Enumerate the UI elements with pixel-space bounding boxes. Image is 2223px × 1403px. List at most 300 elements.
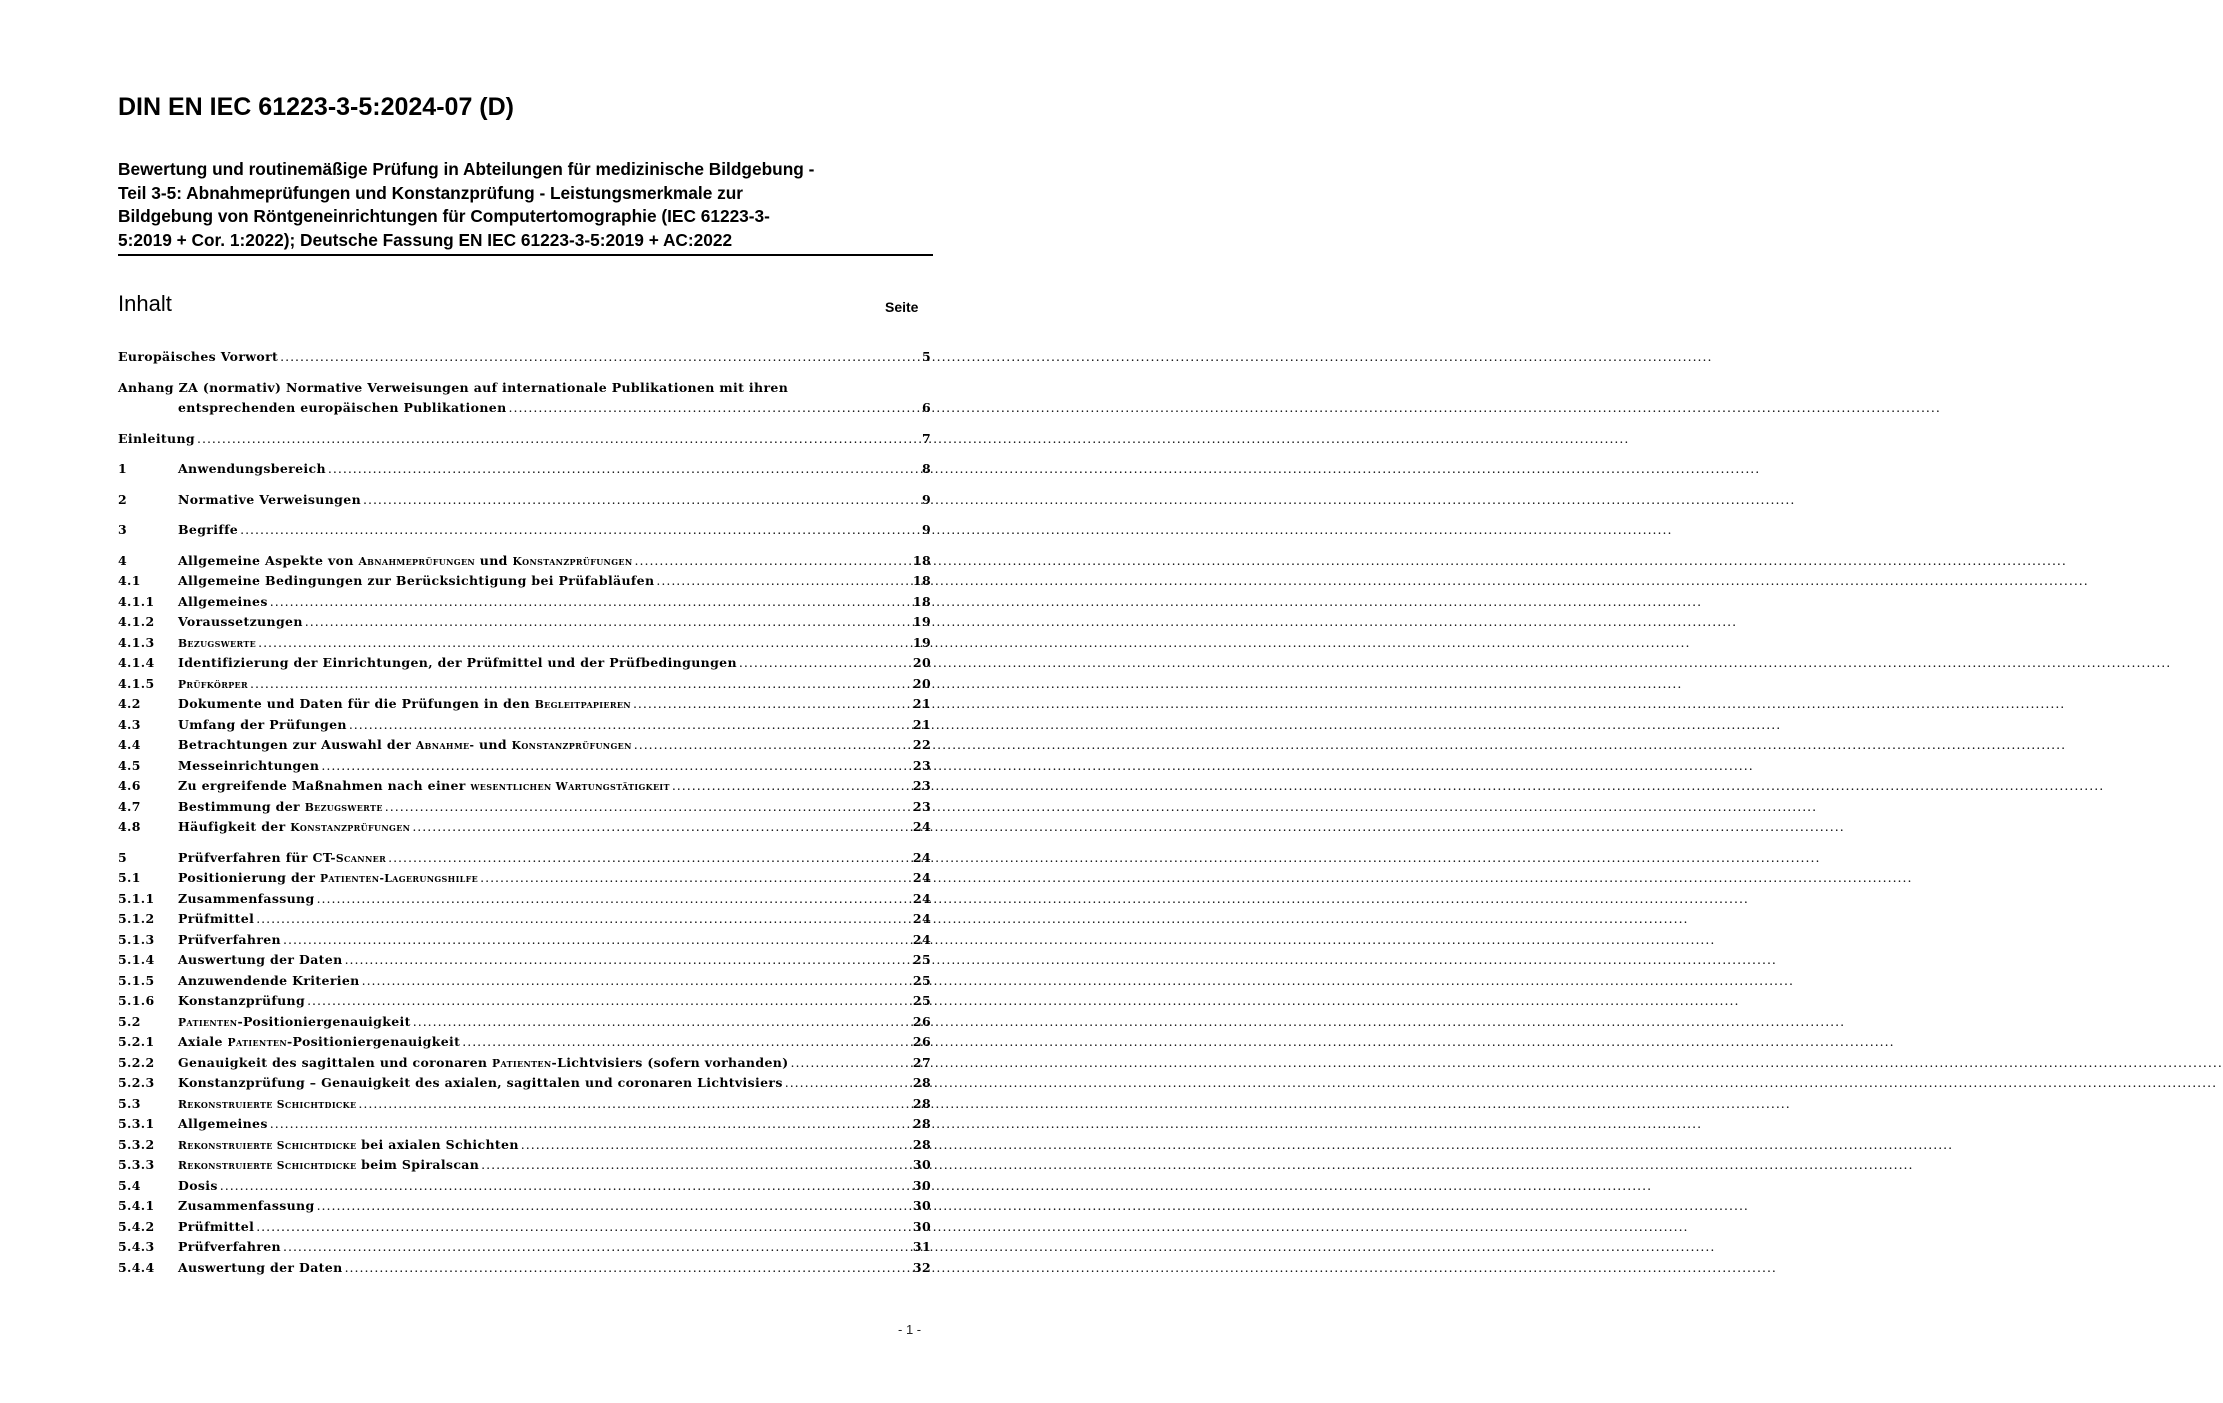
- toc-entry-page: 32: [912, 1259, 931, 1275]
- toc-entry-label: [178, 1073, 783, 1094]
- toc-entry-body: [178, 674, 931, 696]
- toc-dot-leader: [481, 1155, 911, 1176]
- toc-entry[interactable]: [118, 1094, 931, 1115]
- toc-entry-label: [178, 1155, 479, 1177]
- toc-entry[interactable]: [118, 776, 931, 797]
- toc-entry-label-smallcaps: Patienten: [492, 1056, 552, 1070]
- toc-entry-number: 4.1: [118, 573, 141, 588]
- toc-entry-page: 25: [912, 952, 931, 967]
- toc-entry-label: [178, 991, 305, 1012]
- toc-entry-number: 5.4.3: [118, 1239, 155, 1254]
- toc-dot-leader: [656, 571, 910, 592]
- toc-entry[interactable]: [118, 459, 931, 480]
- toc-dot-leader: [220, 1176, 911, 1197]
- toc-entry-number: 4.1.3: [118, 634, 155, 650]
- toc-entry-label-text: Umfang der Prüfungen: [178, 716, 347, 732]
- toc-entry-label-smallcaps: Abnahmeprüfungen: [358, 554, 476, 568]
- toc-entry-label-text: Anzuwendende Kriterien: [178, 972, 360, 988]
- toc-entry-page: 19: [912, 614, 931, 629]
- toc-entry-label-text: Prüfmittel: [178, 1218, 255, 1234]
- toc-entry-label-text: entsprechenden europäischen Publikationen: [178, 400, 507, 415]
- toc-dot-leader: [633, 694, 911, 715]
- toc-entry-number: 4.1.4: [118, 655, 155, 670]
- toc-entry-label-smallcaps: Rekonstruierte Schichtdicke: [178, 1159, 357, 1172]
- toc-entry-label: [178, 1135, 519, 1157]
- toc-entry-number: 4.1.2: [118, 614, 155, 629]
- toc-entry-label: [118, 347, 278, 368]
- toc-entry[interactable]: [118, 868, 931, 889]
- toc-entry-label-text: Europäisches Vorwort: [118, 349, 279, 364]
- toc-dot-leader: [283, 1237, 911, 1258]
- toc-entry-number: 4.4: [118, 737, 141, 752]
- toc-entry[interactable]: [118, 571, 931, 592]
- toc-entry-number: 5.1.1: [118, 890, 155, 906]
- toc-entry-body: [178, 930, 931, 951]
- toc-entry-number: 5.1.2: [118, 911, 155, 926]
- toc-dot-leader: [672, 776, 911, 797]
- toc-entry-body: [178, 991, 931, 1012]
- toc-entry-body: [178, 848, 931, 870]
- toc-entry-label: [178, 756, 319, 777]
- toc-dot-leader: [635, 551, 911, 572]
- toc-entry-page: 18: [912, 573, 931, 588]
- toc-entry[interactable]: [118, 490, 931, 511]
- toc-entry-label: [178, 950, 343, 971]
- toc-entry-label-text: Prüfverfahren: [178, 1239, 281, 1254]
- toc-entry-page: 30: [912, 1177, 931, 1193]
- toc-entry-label-smallcaps: Patienten: [178, 1015, 238, 1029]
- toc-entry[interactable]: [118, 653, 931, 674]
- toc-entry-label: [178, 571, 654, 592]
- toc-entry-body: [178, 797, 931, 819]
- toc-entry-label-text: und: [475, 552, 513, 568]
- toc-entry-body: [178, 756, 931, 777]
- toc-entry-page: 21: [912, 716, 931, 732]
- toc-entry[interactable]: [118, 756, 931, 777]
- toc-entry-label: [178, 459, 326, 480]
- toc-entry-body: [178, 735, 931, 757]
- toc-entry-label-text: Messeinrichtungen: [178, 757, 320, 773]
- toc-entry-label-text: Zusammenfassung: [178, 890, 315, 906]
- toc-entry[interactable]: [118, 1135, 931, 1156]
- toc-entry-label-text: Prüfverfahren: [178, 931, 281, 947]
- toc-entry-label: [178, 1176, 218, 1197]
- toc-dot-leader: [307, 991, 911, 1012]
- toc-entry-page: 20: [912, 655, 931, 670]
- toc-entry-label-smallcaps: Patienten-Lagerungshilfe: [319, 872, 479, 885]
- toc-entry-number: 4.1.5: [118, 675, 155, 691]
- toc-dot-leader: [250, 674, 911, 695]
- toc-entry-label-text: Häufigkeit der: [178, 819, 291, 834]
- toc-entry-label-smallcaps: Patienten: [227, 1036, 287, 1049]
- toc-entry[interactable]: [118, 1155, 931, 1176]
- toc-entry-label-text: beim Spiralscan: [356, 1157, 480, 1172]
- toc-entry-body: [178, 459, 931, 480]
- toc-entry-page: 28: [912, 1116, 931, 1131]
- toc-dot-leader: [385, 797, 911, 818]
- toc-entry-body: [118, 347, 931, 368]
- toc-entry-label: [178, 490, 361, 511]
- toc-entry-body: [178, 909, 931, 930]
- subtitle-line: Bewertung und routinemäßige Prüfung in Abteilungen für medizinische Bildgebung -: [118, 159, 815, 179]
- toc-entry-label-smallcaps: Rekonstruierte Schichtdicke: [178, 1138, 357, 1152]
- toc-dot-leader: [785, 1073, 911, 1094]
- toc-entry-body: [178, 520, 931, 541]
- toc-entry-label: [178, 1237, 281, 1258]
- toc-entry-label-smallcaps: Bezugswerte: [178, 636, 257, 650]
- toc-entry-label: [178, 1053, 788, 1075]
- toc-entry-label-smallcaps: Bezugswerte: [304, 800, 383, 814]
- toc-entry-page: 28: [912, 1095, 931, 1111]
- toc-entry[interactable]: [118, 930, 931, 951]
- toc-entry-label: [178, 715, 347, 736]
- toc-entry-number: 5.2: [118, 1013, 141, 1029]
- toc-entry-page: 9: [921, 522, 931, 537]
- toc-entry-page: 8: [921, 461, 931, 476]
- toc-entry-body: [178, 1032, 931, 1054]
- toc-entry-body: [118, 429, 931, 450]
- toc-entry-page: 30: [912, 1157, 931, 1172]
- toc-entry-label-text: -Positioniergenauigkeit: [237, 1013, 411, 1029]
- toc-entry-number: 4.3: [118, 716, 141, 732]
- subtitle-line: Teil 3-5: Abnahmeprüfungen und Konstanzprüfung - Leistungsmerkmale zur: [118, 182, 744, 203]
- toc-entry-label: [178, 1114, 268, 1135]
- toc-entry-label: [178, 653, 737, 674]
- toc-entry-page: 24: [912, 870, 931, 885]
- toc-entry-label-text: Voraussetzungen: [178, 614, 303, 629]
- toc-entry-body: [178, 612, 931, 633]
- toc-entry-page: 25: [912, 993, 931, 1008]
- toc-entry-label-text: Allgemeine Bedingungen zur Berücksichtigung bei Prüfabläufen: [178, 573, 655, 588]
- toc-entry-page: 9: [921, 491, 931, 507]
- toc-entry[interactable]: [118, 817, 931, 838]
- toc-entry-body: [178, 889, 931, 910]
- toc-entry-body: [178, 592, 931, 613]
- toc-dot-leader: [270, 592, 911, 613]
- toc-entry-page: 26: [912, 1034, 931, 1049]
- toc-entry-page: 24: [912, 890, 931, 906]
- toc-dot-leader: [790, 1053, 910, 1074]
- toc-entry-number: 5.3: [118, 1095, 141, 1111]
- toc-entry-label-smallcaps: Konstanzprüfungen: [512, 554, 633, 568]
- toc-entry-label-text: -Lichtvisiers (sofern vorhanden): [551, 1054, 789, 1070]
- toc-entry-body: [178, 1217, 931, 1238]
- toc-entry-number: 5.1: [118, 870, 141, 885]
- toc-entry-number: 2: [118, 491, 128, 507]
- toc-entry-label: [178, 817, 410, 839]
- toc-dot-leader: [413, 1012, 911, 1033]
- toc-entry-label-smallcaps: Rekonstruierte Schichtdicke: [178, 1097, 357, 1111]
- toc-entry-page: 7: [921, 430, 931, 446]
- toc-dot-leader: [345, 950, 911, 971]
- toc-entry-label-text: Dokumente und Daten für die Prüfungen in den: [178, 696, 535, 711]
- toc-entry-label: [178, 612, 303, 633]
- toc-entry-body: [178, 1094, 931, 1116]
- toc-entry-label: [178, 1258, 343, 1279]
- toc-entry-label-text: Konstanzprüfung – Genauigkeit des axialen, sagittalen und coronaren Lichtvisiers: [178, 1075, 783, 1090]
- toc-entry-body: [178, 490, 931, 511]
- toc-entry-body: [178, 633, 931, 655]
- toc-entry-label-text: Begriffe: [178, 522, 239, 537]
- toc-entry-number: 5.2.3: [118, 1075, 155, 1090]
- toc-entry[interactable]: [118, 612, 931, 633]
- toc-entry-body: [178, 551, 931, 573]
- toc-entry-number: 5.1.6: [118, 993, 155, 1008]
- toc-entry[interactable]: [118, 1073, 931, 1094]
- toc-entry-page: 23: [912, 798, 931, 814]
- toc-entry[interactable]: [118, 429, 931, 450]
- toc-entry[interactable]: [118, 735, 931, 756]
- toc-entry[interactable]: [118, 633, 931, 654]
- toc-entry-label: [178, 1012, 411, 1034]
- toc-entry-body: [178, 971, 931, 992]
- toc-entry-label-text: Allgemeines: [178, 593, 268, 609]
- toc-dot-leader: [283, 930, 911, 951]
- toc-dot-leader: [521, 1135, 911, 1156]
- toc-entry-label: [178, 971, 360, 992]
- toc-entry[interactable]: [118, 1176, 931, 1197]
- toc-entry[interactable]: [118, 1114, 931, 1135]
- toc-entry-body: [178, 1176, 931, 1197]
- toc-entry-label-text: Positionierung der: [178, 870, 320, 885]
- toc-entry[interactable]: [118, 1012, 931, 1033]
- toc-entry-page: 24: [912, 911, 931, 926]
- toc-entry-label: [118, 429, 195, 450]
- toc-entry-page: 28: [912, 1075, 931, 1090]
- toc-entry-number: 4.6: [118, 778, 141, 793]
- toc-entry[interactable]: [118, 1237, 931, 1258]
- toc-entry-label: [178, 735, 632, 757]
- toc-entry[interactable]: [118, 378, 931, 419]
- toc-dot-leader: [256, 909, 911, 930]
- toc-entry-page: 25: [912, 972, 931, 988]
- toc-dot-leader: [305, 612, 911, 633]
- toc-entry-label-text: Allgemeine Aspekte von: [178, 552, 359, 568]
- toc-entry-page: 30: [912, 1198, 931, 1213]
- toc-entry-number: 5.4.4: [118, 1259, 155, 1275]
- toc-entry-label-text: und: [474, 737, 512, 752]
- toc-entry-label-text: Bestimmung der: [178, 798, 305, 814]
- toc-heading: Inhalt: [118, 291, 172, 316]
- toc-dot-leader: [412, 817, 911, 838]
- toc-entry-page: 31: [912, 1239, 931, 1254]
- toc-entry-page: 30: [912, 1218, 931, 1234]
- toc-dot-leader: [739, 653, 911, 674]
- toc-entry-label-text: Konstanzprüfung: [178, 993, 306, 1008]
- toc-dot-leader: [321, 756, 911, 777]
- toc-entry[interactable]: [118, 1217, 931, 1238]
- toc-entry-number: 4.5: [118, 757, 141, 773]
- toc-entry-page: 23: [912, 778, 931, 793]
- toc-entry-label: [178, 551, 633, 573]
- toc-entry[interactable]: [118, 909, 931, 930]
- toc-entry[interactable]: [118, 1258, 931, 1279]
- toc-entry-label-text: Normative Verweisungen: [178, 491, 362, 507]
- toc-entry-label-text: Allgemeines: [178, 1116, 268, 1131]
- toc-entry-label-smallcaps: Abnahme-: [415, 739, 475, 752]
- toc-dot-leader: [349, 715, 911, 736]
- toc-entry-page: 19: [912, 634, 931, 650]
- toc-entry-label-text: Einleitung: [118, 430, 196, 446]
- toc-entry-body: [178, 398, 931, 419]
- toc-entry-number: 4.1.1: [118, 593, 155, 609]
- toc-entry-label: [178, 633, 256, 655]
- toc-entry-body: [178, 1258, 931, 1279]
- toc-entry-label: [178, 674, 248, 696]
- toc-entry[interactable]: [118, 1032, 931, 1053]
- toc-entry[interactable]: [118, 950, 931, 971]
- toc-entry-number: 3: [118, 522, 128, 537]
- toc-entry[interactable]: [118, 520, 931, 541]
- toc-entry-body: [178, 1135, 931, 1157]
- toc-entry-page: 20: [912, 675, 931, 691]
- toc-entry-label-smallcaps: Begleitpapieren: [534, 698, 631, 711]
- toc-page-column-label: Seite: [885, 299, 919, 315]
- toc-entry-number: 5: [118, 849, 128, 865]
- toc-entry-body: [178, 571, 931, 592]
- toc-entry-number: 5.3.3: [118, 1157, 155, 1172]
- toc-entry-number: 5.4: [118, 1177, 141, 1193]
- toc-entry-label: [178, 592, 268, 613]
- toc-entry-page: 5: [921, 349, 931, 364]
- toc-entry-label-smallcaps: Scanner: [335, 851, 387, 865]
- toc-entry[interactable]: [118, 674, 931, 695]
- toc-entry-label: [178, 909, 254, 930]
- toc-entry-label-smallcaps: Prüfkörper: [178, 677, 249, 691]
- toc-entry-number: 5.1.4: [118, 952, 155, 967]
- toc-entry-body: [178, 950, 931, 971]
- toc-entry-body: [178, 1073, 931, 1094]
- toc-entry-body: [178, 1196, 931, 1217]
- toc-entry-number: 5.1.3: [118, 931, 155, 947]
- toc-entry-page: 18: [912, 593, 931, 609]
- toc-entry-label-text: Betrachtungen zur Auswahl der: [178, 737, 416, 752]
- toc-dot-leader: [462, 1032, 911, 1053]
- toc-entry-number: 5.2.1: [118, 1034, 155, 1049]
- toc-entry-label-text: -Positioniergenauigkeit: [287, 1034, 461, 1049]
- toc-entry[interactable]: [118, 694, 931, 715]
- toc-dot-leader: [328, 459, 920, 480]
- toc-entry-body: [178, 1155, 931, 1177]
- toc-dot-leader: [317, 889, 911, 910]
- toc-entry-body: [178, 1053, 931, 1075]
- toc-entry-page: 28: [912, 1136, 931, 1152]
- toc-entry[interactable]: [118, 592, 931, 613]
- toc-entry-label: [178, 1217, 254, 1238]
- toc-dot-leader: [258, 633, 911, 654]
- toc-entry[interactable]: [118, 347, 931, 368]
- toc-entry-page: 18: [912, 552, 931, 568]
- toc-entry-label-text: bei axialen Schichten: [356, 1136, 519, 1152]
- toc-entry-page: 22: [912, 737, 931, 752]
- toc-entry-number: 4.8: [118, 819, 141, 834]
- toc-entry-label-text: Identifizierung der Einrichtungen, der Prüfmittel und der Prüfbedingungen: [178, 655, 737, 670]
- toc-entry-label-smallcaps: wesentlichen Wartungstätigkeit: [470, 780, 670, 793]
- toc-entry-page: 26: [912, 1013, 931, 1029]
- toc-dot-leader: [358, 1094, 910, 1115]
- toc-dot-leader: [256, 1217, 911, 1238]
- toc-entry-label-text: Auswertung der Daten: [178, 952, 343, 967]
- toc-entry-label-text: Axiale: [178, 1034, 228, 1049]
- toc-dot-leader: [270, 1114, 911, 1135]
- toc-entry-label: [178, 1196, 315, 1217]
- toc-entry-label-text: Auswertung der Daten: [178, 1259, 343, 1275]
- toc-entry-label: [178, 797, 383, 819]
- document-subtitle: [118, 158, 933, 256]
- toc-dot-leader: [388, 848, 911, 869]
- toc-entry-label-text: Anwendungsbereich: [178, 461, 326, 476]
- document-title: DIN EN IEC 61223-3-5:2024-07 (D): [118, 93, 514, 121]
- toc-entry[interactable]: [118, 715, 931, 736]
- toc-entry[interactable]: [118, 848, 931, 869]
- toc-entry-label: [178, 1032, 460, 1054]
- toc-entry-label: [178, 398, 507, 419]
- toc-entry-page: 21: [912, 696, 931, 711]
- subtitle-line: 5:2019 + Cor. 1:2022); Deutsche Fassung EN IEC 61223-3-5:2019 + AC:2022: [118, 229, 733, 250]
- toc-entry-label-smallcaps: Konstanzprüfungen: [511, 739, 632, 752]
- toc-entry-page: 24: [912, 849, 931, 865]
- toc-entry-label-text: Prüfmittel: [178, 911, 255, 926]
- toc-dot-leader: [509, 398, 920, 419]
- toc-entry[interactable]: [118, 971, 931, 992]
- toc-entry-number: 4: [118, 552, 128, 568]
- toc-entry-number: 4.7: [118, 798, 141, 814]
- toc-dot-leader: [197, 429, 920, 450]
- toc-entry-label-text: Prüfverfahren für CT-: [178, 849, 336, 865]
- toc-entry-page: 6: [921, 400, 931, 415]
- toc-entry-number: 5.3.2: [118, 1136, 155, 1152]
- toc-entry-body: [178, 653, 931, 674]
- toc-entry-number: 5.3.1: [118, 1116, 155, 1131]
- toc-entry[interactable]: [118, 1196, 931, 1217]
- toc-entry-body: [178, 715, 931, 736]
- toc-entry-body: [178, 694, 931, 716]
- toc-entry-label-text: Genauigkeit des sagittalen und coronaren: [178, 1054, 493, 1070]
- toc-entry-body: [178, 776, 931, 798]
- page-number: - 1 -: [898, 1322, 922, 1337]
- toc-entry-label: [178, 848, 386, 870]
- toc-dot-leader: [240, 520, 920, 541]
- toc-entry-number: 4.2: [118, 696, 141, 711]
- toc-entry-number: 5.4.2: [118, 1218, 155, 1234]
- toc-entry[interactable]: [118, 797, 931, 818]
- toc-dot-leader: [280, 347, 920, 368]
- toc-entry-label: [178, 776, 670, 798]
- toc-entry-page: 24: [912, 819, 931, 834]
- toc-entry[interactable]: [118, 551, 931, 572]
- toc-dot-leader: [363, 490, 920, 511]
- toc-entry[interactable]: [118, 991, 931, 1012]
- toc-entry-page: 27: [912, 1054, 931, 1070]
- toc-entry-label: [178, 1094, 356, 1116]
- toc-dot-leader: [480, 868, 911, 889]
- toc-entry-label: [178, 930, 281, 951]
- toc-entry[interactable]: [118, 1053, 931, 1074]
- toc-entry[interactable]: [118, 889, 931, 910]
- toc-entry-label-text: Dosis: [178, 1177, 218, 1193]
- toc-entry-body: [178, 868, 931, 890]
- toc-entry-page: 23: [912, 757, 931, 773]
- toc-entry-number: 5.4.1: [118, 1198, 155, 1213]
- toc-entry-label-smallcaps: Konstanzprüfungen: [290, 821, 411, 834]
- toc-dot-leader: [634, 735, 911, 756]
- toc-entry-number: 5.2.2: [118, 1054, 155, 1070]
- toc-entry-page: 24: [912, 931, 931, 947]
- toc-dot-leader: [362, 971, 911, 992]
- subtitle-line: Bildgebung von Röntgeneinrichtungen für Computertomographie (IEC 61223-3-: [118, 206, 770, 226]
- table-of-contents: [118, 347, 931, 1278]
- toc-entry-label-line: Anhang ZA (normativ) Normative Verweisungen auf internationale Publikationen mit ihren: [118, 379, 789, 395]
